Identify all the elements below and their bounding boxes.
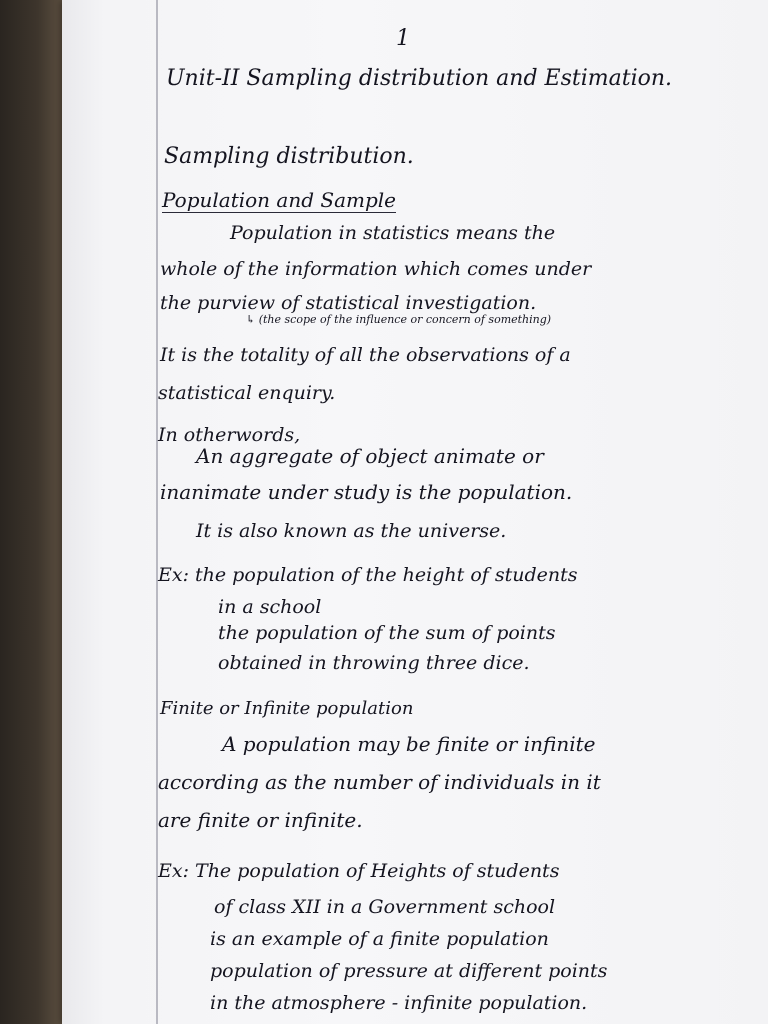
- example-line: obtained in throwing three dice.: [218, 652, 530, 674]
- example-line: Ex: the population of the height of students: [158, 564, 578, 586]
- body-line: Population in statistics means the: [230, 222, 556, 244]
- page-edge-shadow: [0, 0, 62, 1024]
- example-line: Ex: The population of Heights of students: [158, 860, 560, 882]
- body-line: A population may be finite or infinite: [222, 732, 596, 756]
- example-line: of class XII in a Government school: [214, 896, 556, 918]
- body-line: It is also known as the universe.: [196, 520, 507, 542]
- footnote-line: ↳ (the scope of the influence or concern of something): [246, 313, 552, 326]
- unit-heading: Unit-II Sampling distribution and Estimation.: [166, 66, 673, 91]
- example-line: is an example of a finite population: [210, 928, 549, 950]
- body-line: It is the totality of all the observations of a: [160, 344, 571, 366]
- body-line: the purview of statistical investigation.: [160, 292, 537, 314]
- subheading: Sampling distribution.: [164, 144, 414, 169]
- body-line: are finite or infinite.: [158, 808, 363, 832]
- example-line: the population of the sum of points: [218, 622, 556, 644]
- subsection-title: Finite or Infinite population: [160, 698, 414, 719]
- body-line: inanimate under study is the population.: [160, 480, 573, 504]
- example-line: in the atmosphere - infinite population.: [210, 992, 588, 1014]
- section-title: Population and Sample: [162, 188, 396, 212]
- body-line: according as the number of individuals in it: [158, 770, 601, 794]
- body-line: statistical enquiry.: [158, 382, 336, 404]
- body-line: whole of the information which comes under: [160, 258, 592, 280]
- body-line: An aggregate of object animate or: [196, 444, 544, 468]
- example-line: population of pressure at different points: [210, 960, 608, 982]
- example-line: in a school: [218, 596, 322, 618]
- body-line: In otherwords,: [158, 424, 301, 446]
- page-number: 1: [396, 26, 410, 51]
